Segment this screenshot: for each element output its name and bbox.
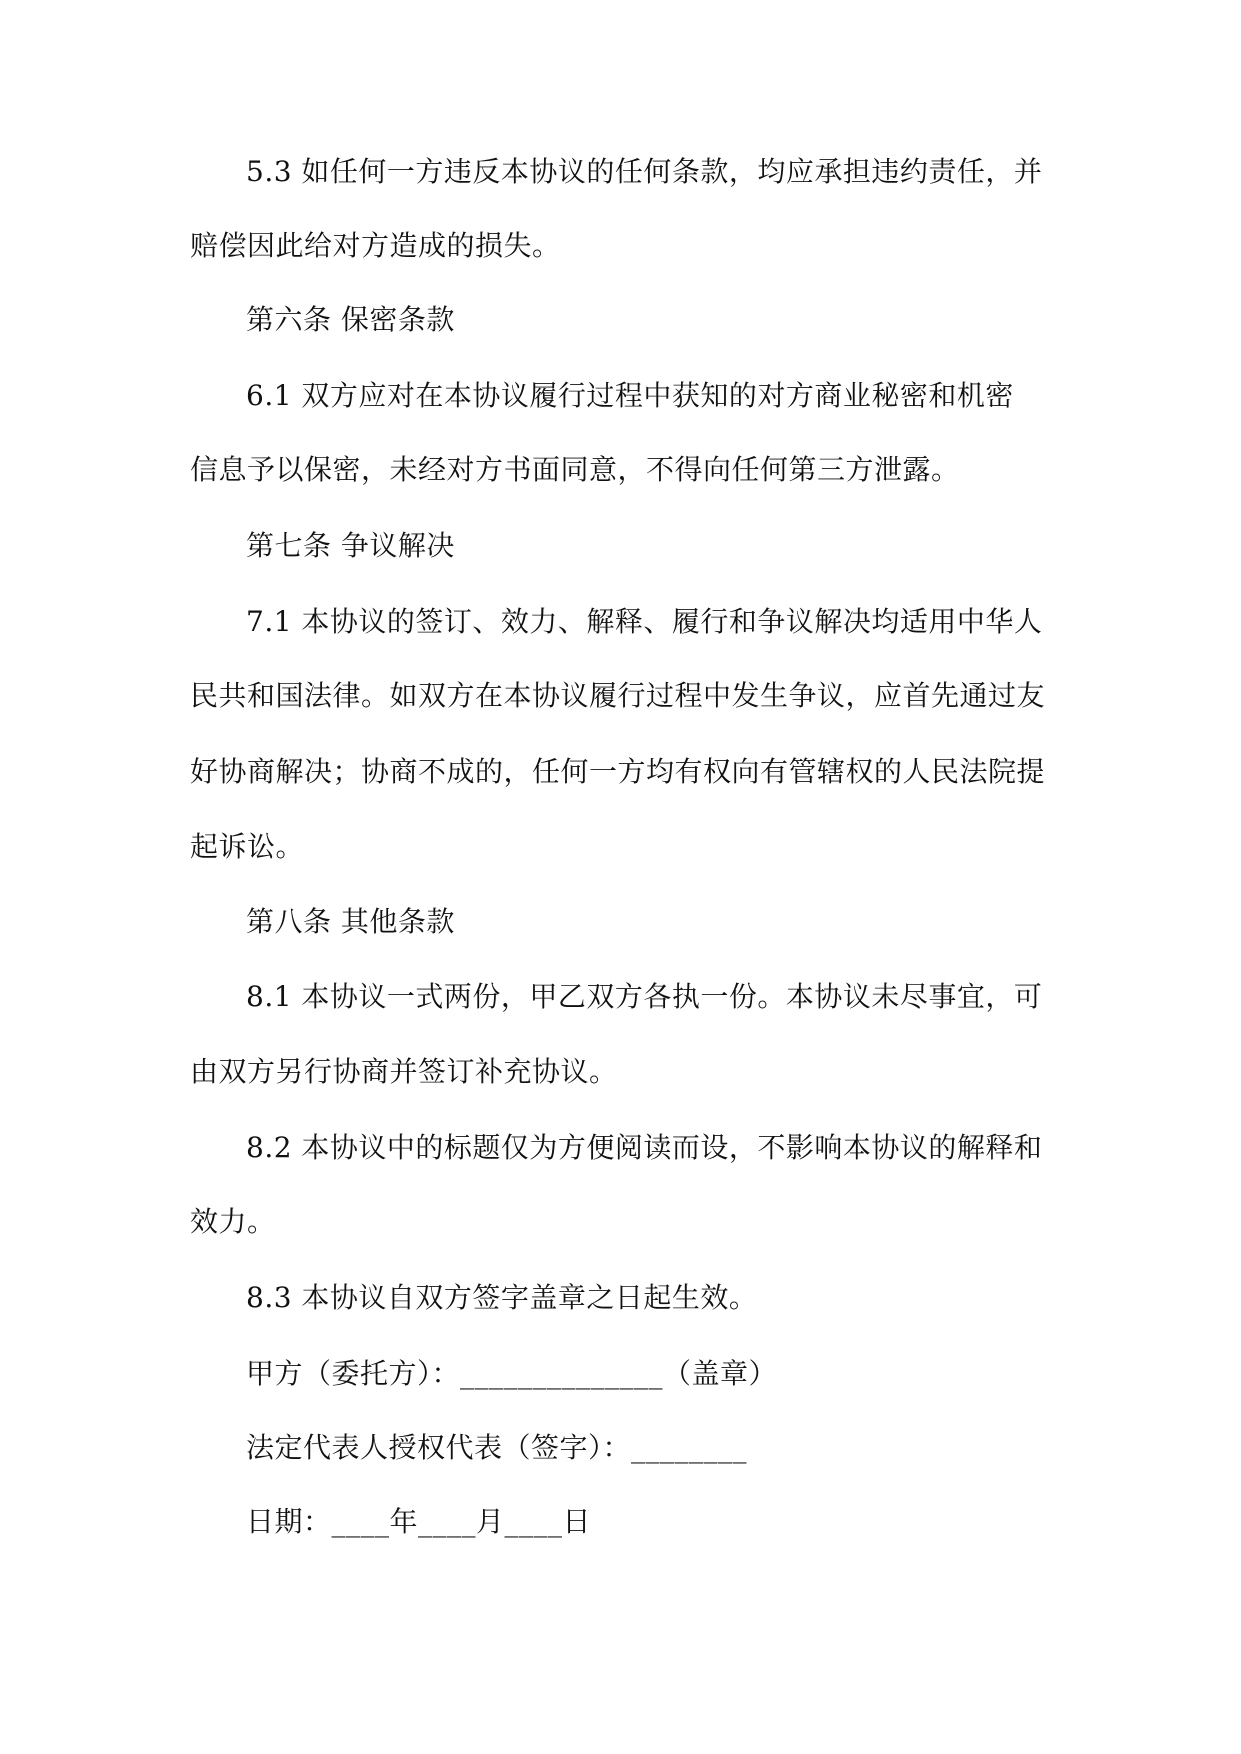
clause-8-1-line-2: 由双方另行协商并签订补充协议。 [190,1055,618,1088]
clause-8-1-line-1: 8.1 本协议一式两份，甲乙双方各执一份。本协议未尽事宜，可 [246,980,1043,1013]
authorized-representative-line: 法定代表人授权代表（签字）：________ [246,1431,748,1464]
clause-7-1-line-4: 起诉讼。 [190,830,305,863]
clause-7-1-line-2: 民共和国法律。如双方在本协议履行过程中发生争议，应首先通过友 [190,679,1046,712]
clause-7-1-line-1: 7.1 本协议的签订、效力、解释、履行和争议解决均适用中华人 [246,605,1043,638]
clause-8-3: 8.3 本协议自双方签字盖章之日起生效。 [246,1281,758,1314]
clause-7-1-line-3: 好协商解决；协商不成的，任何一方均有权向有管辖权的人民法院提 [190,755,1046,788]
clause-6-1-line-2: 信息予以保密，未经对方书面同意，不得向任何第三方泄露。 [190,453,960,486]
party-a-signature-line: 甲方（委托方）：______________（盖章） [246,1357,778,1390]
article-6-heading: 第六条 保密条款 [246,303,455,336]
clause-5-3-line-2: 赔偿因此给对方造成的损失。 [190,229,561,262]
clause-6-1-line-1: 6.1 双方应对在本协议履行过程中获知的对方商业秘密和机密 [246,379,1014,412]
clause-8-2-line-2: 效力。 [190,1205,276,1238]
clause-8-2-line-1: 8.2 本协议中的标题仅为方便阅读而设，不影响本协议的解释和 [246,1131,1043,1164]
article-7-heading: 第七条 争议解决 [246,529,455,562]
article-8-heading: 第八条 其他条款 [246,905,455,938]
clause-5-3-line-1: 5.3 如任何一方违反本协议的任何条款，均应承担违约责任，并 [246,155,1043,188]
date-line: 日期：____年____月____日 [246,1505,592,1538]
